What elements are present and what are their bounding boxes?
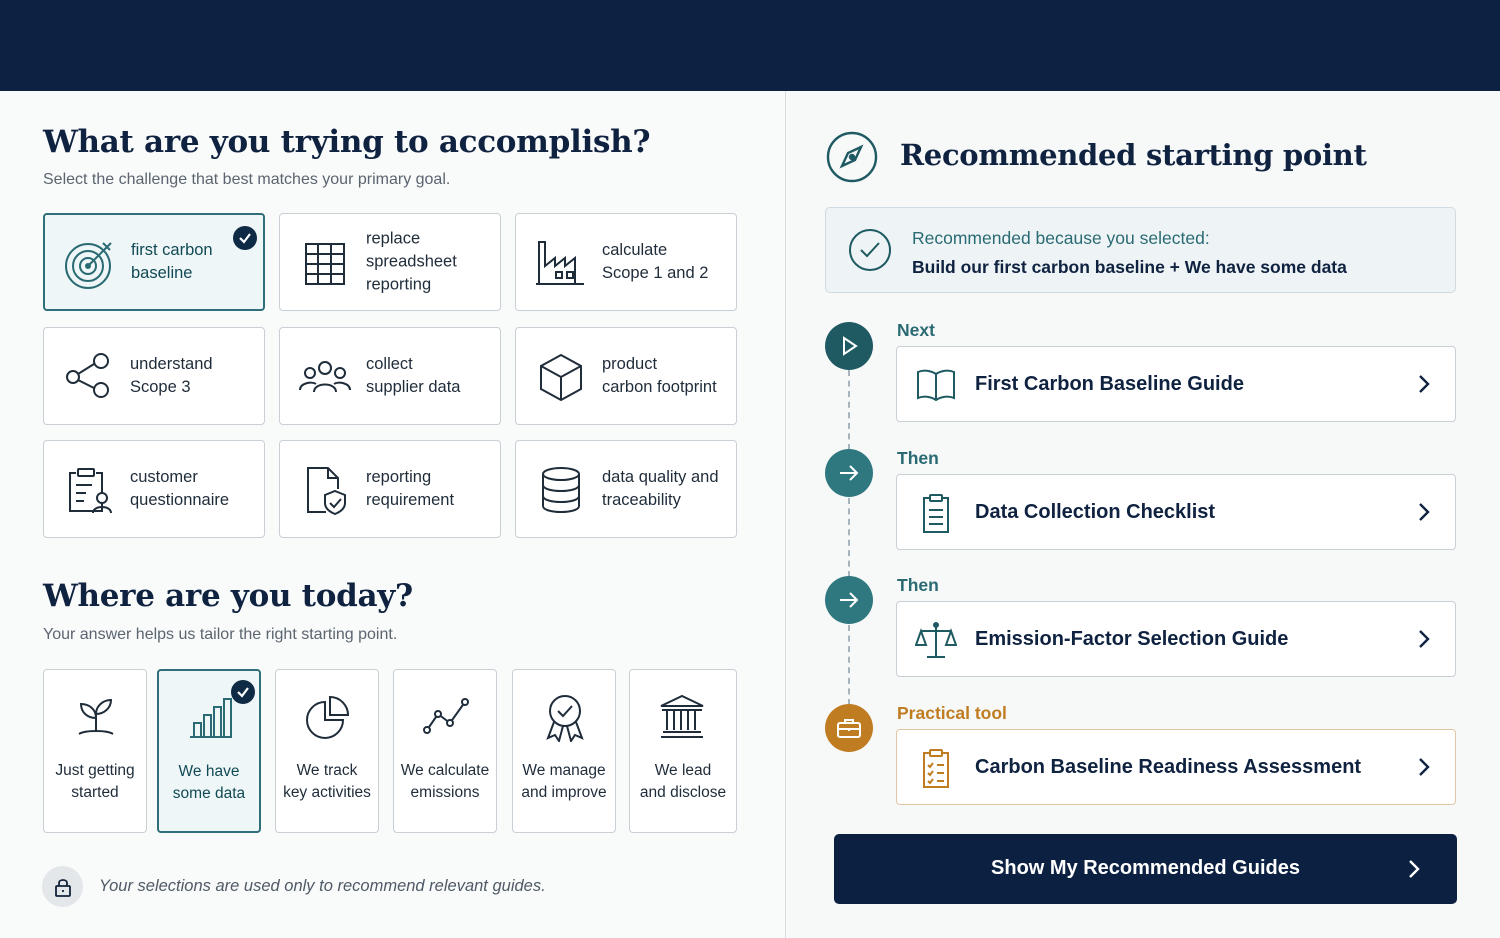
goal-label: collect supplier data: [366, 355, 461, 396]
stage-option-we-calculate-emissions[interactable]: [393, 669, 497, 833]
stage-option-we-track-key-activities[interactable]: [275, 669, 379, 833]
timeline-connector: [848, 498, 850, 577]
stage-title: Where are you today?: [43, 578, 413, 614]
spreadsheet-grid-icon: [298, 236, 352, 290]
recommendation-reason: [825, 207, 1456, 293]
stage-label: We lead and disclose: [639, 762, 727, 801]
goal-label: understand Scope 3: [130, 355, 213, 396]
privacy-note: Your selections are used only to recommend relevant guides.: [99, 877, 546, 895]
goal-label: customer questionnaire: [130, 468, 230, 509]
guide-title: Data Collection Checklist: [975, 501, 1216, 523]
check-circle-icon: [848, 228, 892, 272]
stage-subtitle: Your answer helps us tailor the right starting point.: [43, 626, 398, 643]
step-tag: Then: [897, 448, 939, 468]
arrow-right-icon: [825, 576, 873, 624]
scale-icon: [915, 619, 957, 661]
chevron-right-icon: [1413, 501, 1435, 523]
clipboard-icon: [915, 492, 957, 534]
goal-label: replace spreadsheet reporting: [366, 229, 457, 294]
goal-label: reporting requirement: [366, 468, 455, 509]
goal-label: product carbon footprint: [602, 355, 717, 396]
goal-label: calculate Scope 1 and 2: [602, 241, 709, 282]
stage-option-just-getting-started[interactable]: [43, 669, 147, 833]
top-header-bar: [0, 0, 1500, 91]
step-tag: Next: [897, 320, 935, 340]
stage-label: We manage and improve: [521, 762, 607, 801]
goal-option-understand-scope-3[interactable]: [43, 327, 265, 425]
line-chart-icon: [421, 692, 471, 742]
goal-label: first carbon baseline: [131, 241, 213, 282]
cta-label: Show My Recommended Guides: [991, 857, 1300, 879]
lock-icon: [42, 866, 83, 907]
stage-label: We have some data: [172, 763, 246, 802]
factory-icon: [534, 236, 588, 290]
step-tag: Practical tool: [897, 703, 1007, 723]
goal-option-customer-questionnaire[interactable]: [43, 440, 265, 538]
box-icon: [534, 350, 588, 404]
bar-chart-icon: [186, 693, 236, 743]
goal-label: data quality and traceability: [602, 468, 719, 509]
guide-card-readiness-assessment[interactable]: [896, 729, 1456, 805]
goal-option-replace-spreadsheet[interactable]: [279, 213, 501, 311]
people-group-icon: [298, 350, 352, 404]
selected-check-icon: [233, 226, 257, 250]
recommendation-title: Recommended starting point: [900, 138, 1367, 172]
goal-option-collect-supplier-data[interactable]: [279, 327, 501, 425]
chevron-right-icon: [1403, 858, 1425, 880]
reason-intro: Recommended because you selected:: [912, 228, 1210, 248]
target-icon: [63, 237, 117, 291]
reason-value: Build our first carbon baseline + We have some data: [912, 257, 1347, 277]
timeline-connector: [848, 370, 850, 450]
goals-subtitle: Select the challenge that best matches your primary goal.: [43, 171, 451, 188]
compass-icon: [825, 130, 879, 184]
database-icon: [534, 463, 588, 517]
arrow-right-icon: [825, 449, 873, 497]
chevron-right-icon: [1413, 373, 1435, 395]
guide-card-emission-factor-selection[interactable]: [896, 601, 1456, 677]
play-icon: [825, 322, 873, 370]
open-book-icon: [915, 364, 957, 406]
institution-icon: [657, 692, 707, 742]
show-recommended-guides-button[interactable]: [834, 834, 1457, 904]
checklist-clipboard-icon: [915, 747, 957, 789]
stage-option-we-lead-and-disclose[interactable]: [629, 669, 737, 833]
selected-check-icon: [231, 680, 255, 704]
goal-option-product-carbon-footprint[interactable]: [515, 327, 737, 425]
goal-option-first-carbon-baseline[interactable]: [43, 213, 265, 311]
timeline-connector: [848, 625, 850, 705]
guide-card-data-collection-checklist[interactable]: [896, 474, 1456, 550]
document-shield-icon: [298, 463, 352, 517]
guide-card-first-carbon-baseline[interactable]: [896, 346, 1456, 422]
stage-label: We track key activities: [283, 762, 371, 801]
stage-option-we-manage-and-improve[interactable]: [512, 669, 616, 833]
stage-label: Just getting started: [55, 762, 135, 801]
guide-title: First Carbon Baseline Guide: [975, 373, 1244, 395]
briefcase-icon: [825, 704, 873, 752]
clipboard-user-icon: [62, 463, 116, 517]
network-nodes-icon: [62, 350, 116, 404]
goal-option-reporting-requirement[interactable]: [279, 440, 501, 538]
stage-label: We calculate emissions: [400, 762, 490, 801]
chevron-right-icon: [1413, 756, 1435, 778]
chevron-right-icon: [1413, 628, 1435, 650]
goal-option-data-quality[interactable]: [515, 440, 737, 538]
step-tag: Then: [897, 575, 939, 595]
goals-title: What are you trying to accomplish?: [43, 124, 651, 160]
guide-title: Carbon Baseline Readiness Assessment: [975, 756, 1362, 778]
goal-option-calculate-scope-1-2[interactable]: [515, 213, 737, 311]
stage-option-we-have-some-data[interactable]: [157, 669, 261, 833]
sprout-icon: [71, 692, 121, 742]
pie-chart-icon: [303, 692, 353, 742]
guide-title: Emission-Factor Selection Guide: [975, 628, 1289, 650]
award-ribbon-icon: [540, 692, 590, 742]
